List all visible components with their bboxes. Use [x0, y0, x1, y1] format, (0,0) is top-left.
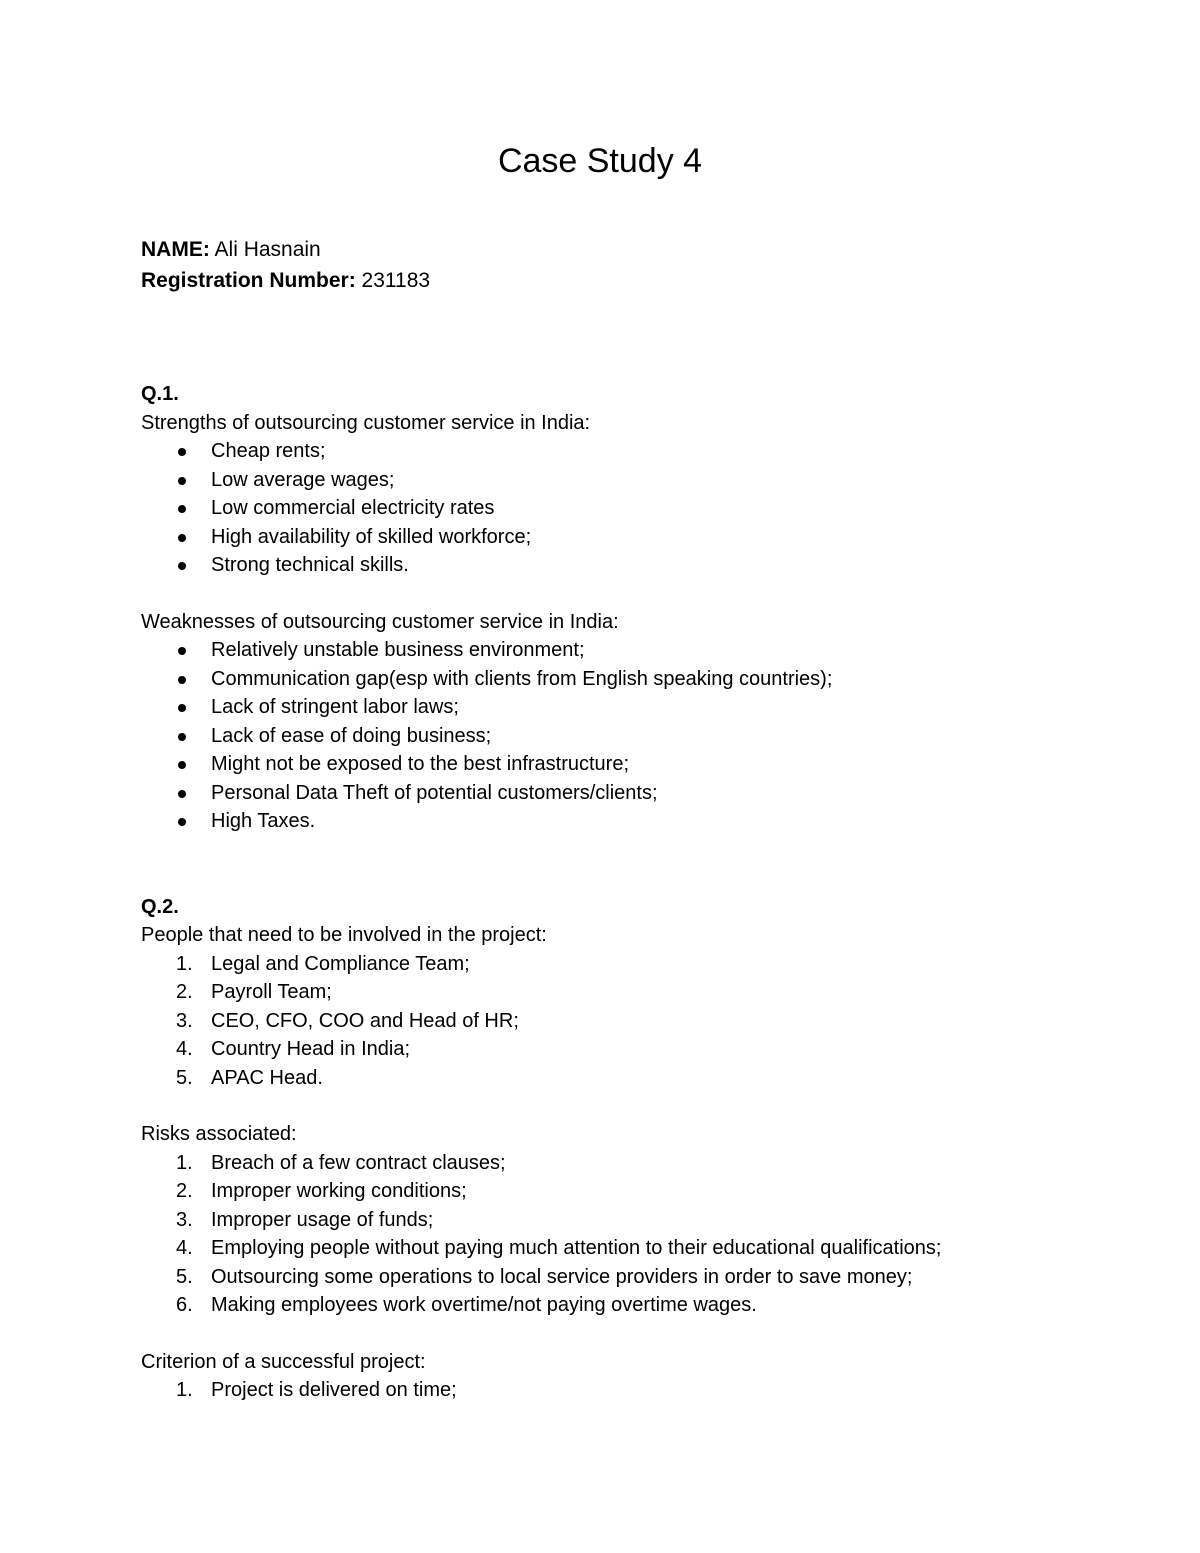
list-item: Low commercial electricity rates [141, 494, 1061, 523]
weaknesses-intro: Weaknesses of outsourcing customer service in India: [141, 610, 619, 633]
list-item: Cheap rents; [141, 437, 1061, 466]
list-item: High Taxes. [141, 807, 1061, 836]
criteria-list [141, 1376, 1061, 1405]
list-item: 2. Payroll Team; [176, 981, 332, 1003]
page-title: Case Study 4 [497, 142, 703, 180]
list-item: 1. Legal and Compliance Team; [176, 952, 470, 975]
list-item: Low average wages; [141, 466, 1061, 495]
list-item: 1. Project is delivered on time; [176, 1379, 457, 1401]
list-item: 3. Improper usage of funds; [176, 1208, 434, 1231]
people-intro: People that need to be involved in the project: [141, 924, 547, 946]
name-value: Ali Hasnain [214, 238, 321, 261]
list-item: 5. APAC Head. [176, 1066, 323, 1089]
bullet-icon [178, 505, 186, 513]
strengths-intro: Strengths of outsourcing customer service in India: [141, 411, 591, 434]
registration-value: 231183 [361, 269, 431, 292]
bullet-icon [178, 647, 186, 655]
bullet-icon [178, 733, 186, 741]
list-item: Lack of ease of doing business; [141, 722, 1061, 751]
list-item: 4. Employing people without paying much attention to their educational qualifications; [176, 1237, 942, 1259]
bullet-icon [178, 676, 186, 684]
list-item: 6. Making employees work overtime/not paying overtime wages. [176, 1294, 757, 1316]
bullet-icon [178, 761, 186, 769]
registration-number [141, 265, 1061, 296]
document-body [141, 234, 1061, 1405]
student-name [141, 234, 1061, 265]
risks-intro: Risks associated: [141, 1123, 297, 1145]
list-item: Relatively unstable business environment; [141, 636, 1061, 665]
list-item: 5. Outsourcing some operations to local service providers in order to save money; [176, 1265, 913, 1288]
list-item: Personal Data Theft of potential customers/clients; [141, 779, 1061, 808]
criterion-intro: Criterion of a successful project: [141, 1350, 426, 1373]
bullet-icon [178, 790, 186, 798]
list-item: 3. CEO, CFO, COO and Head of HR; [176, 1009, 519, 1032]
q2-heading: Q.2. [141, 895, 179, 918]
list-item: 1. Breach of a few contract clauses; [176, 1151, 506, 1174]
bullet-icon [178, 818, 186, 826]
bullet-icon [178, 534, 186, 542]
risks-list [141, 1149, 1061, 1320]
list-item: Communication gap(esp with clients from English speaking countries); [141, 665, 1061, 694]
weaknesses-list [141, 636, 1061, 836]
people-list [141, 950, 1061, 1093]
strengths-list [141, 437, 1061, 580]
list-item: 4. Country Head in India; [176, 1038, 411, 1060]
bullet-icon [178, 448, 186, 456]
name-label: NAME: [141, 238, 210, 261]
q1-heading: Q.1. [141, 383, 179, 405]
bullet-icon [178, 562, 186, 570]
list-item: Might not be exposed to the best infrastructure; [141, 750, 1061, 779]
list-item: Lack of stringent labor laws; [141, 693, 1061, 722]
list-item: 2. Improper working conditions; [176, 1180, 467, 1202]
list-item: High availability of skilled workforce; [141, 523, 1061, 552]
bullet-icon [178, 704, 186, 712]
registration-label: Registration Number: [141, 269, 356, 292]
list-item: Strong technical skills. [141, 551, 1061, 580]
bullet-icon [178, 477, 186, 485]
